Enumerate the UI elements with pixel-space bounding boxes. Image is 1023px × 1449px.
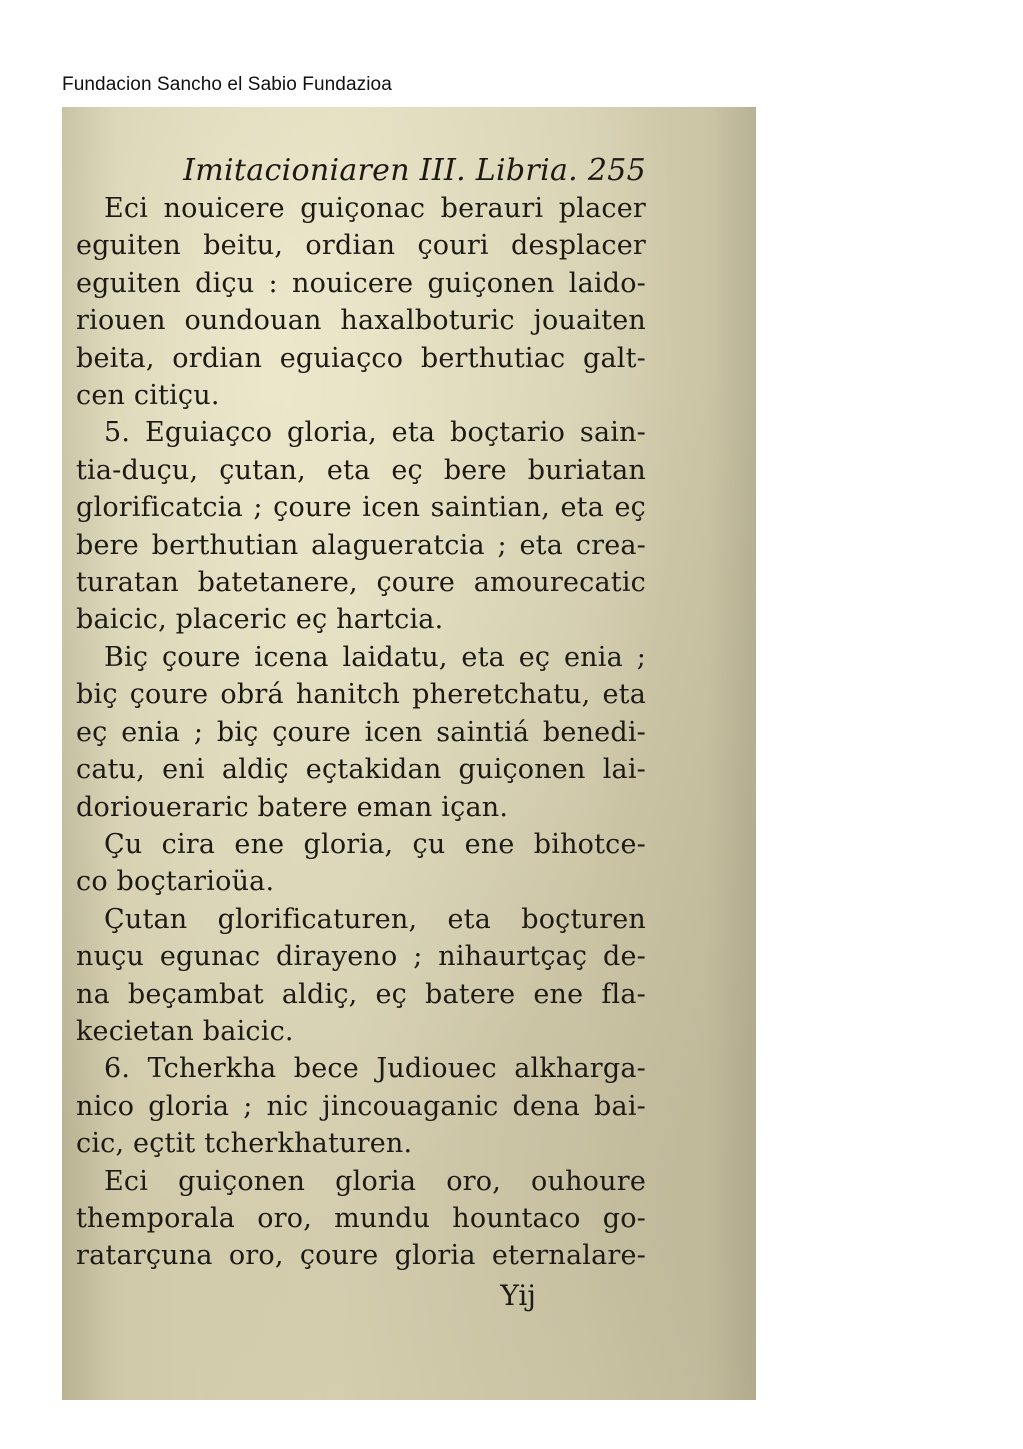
signature-mark: Yij	[500, 1278, 536, 1312]
text-line: cen citiçu.	[76, 380, 220, 412]
text-line: 6. Tcherkha bece Judiouec alkharga-	[104, 1053, 646, 1085]
text-line: Çu cira ene gloria, çu ene bihotce-	[104, 828, 646, 860]
text-line: biç çoure obrá hanitch pheretchatu, eta	[76, 679, 646, 711]
text-line: baicic, placeric eç hartcia.	[76, 604, 444, 636]
text-line: ratarçuna oro, çoure gloria eternalare-	[76, 1240, 646, 1272]
page-header: Imitacioniaren III. Libria. 255	[183, 153, 646, 188]
text-line: turatan batetanere, çoure amourecatic	[76, 567, 646, 599]
text-line: 5. Eguiaçco gloria, eta boçtario sain-	[104, 417, 646, 449]
text-line: riouen oundouan haxalboturic jouaiten	[76, 305, 646, 337]
scanned-page-image	[62, 107, 756, 1400]
text-line: eguiten diçu : nouicere guiçonen laido-	[76, 267, 646, 299]
text-line: themporala oro, mundu hountaco go-	[76, 1202, 646, 1234]
text-line: na beçambat aldiç, eç batere ene fla-	[76, 978, 646, 1010]
text-line: cic, eçtit tcherkhaturen.	[76, 1128, 413, 1160]
text-line: glorificatcia ; çoure icen saintian, eta eç	[76, 492, 646, 524]
text-line: Eci guiçonen gloria oro, ouhoure	[104, 1165, 646, 1197]
text-line: eç enia ; biç çoure icen saintiá benedi-	[76, 716, 646, 748]
watermark-text: Fundacion Sancho el Sabio Fundazioa	[62, 74, 392, 95]
text-block	[76, 190, 646, 1275]
book-page	[76, 152, 646, 1315]
text-line: kecietan baicic.	[76, 1015, 294, 1047]
text-line: Çutan glorificaturen, eta boçturen	[104, 903, 646, 935]
text-line: bere berthutian alagueratcia ; eta crea-	[76, 529, 646, 561]
text-line: eguiten beitu, ordian çouri desplacer	[76, 230, 646, 262]
text-line: co boçtarioüa.	[76, 866, 275, 898]
text-line: dorioueraric batere eman içan.	[76, 791, 509, 823]
text-line: nuçu egunac dirayeno ; nihaurtçaç de-	[76, 941, 646, 973]
text-line: Biç çoure icena laidatu, eta eç enia ;	[104, 641, 646, 673]
text-line: nico gloria ; nic jincouaganic dena bai-	[76, 1090, 646, 1122]
text-line: Eci nouicere guiçonac berauri placer	[104, 193, 646, 224]
text-line: beita, ordian eguiaçco berthutiac galt-	[76, 342, 646, 374]
text-line: catu, eni aldiç eçtakidan guiçonen lai-	[76, 754, 646, 786]
text-line: tia-duçu, çutan, eta eç bere buriatan	[76, 454, 646, 486]
